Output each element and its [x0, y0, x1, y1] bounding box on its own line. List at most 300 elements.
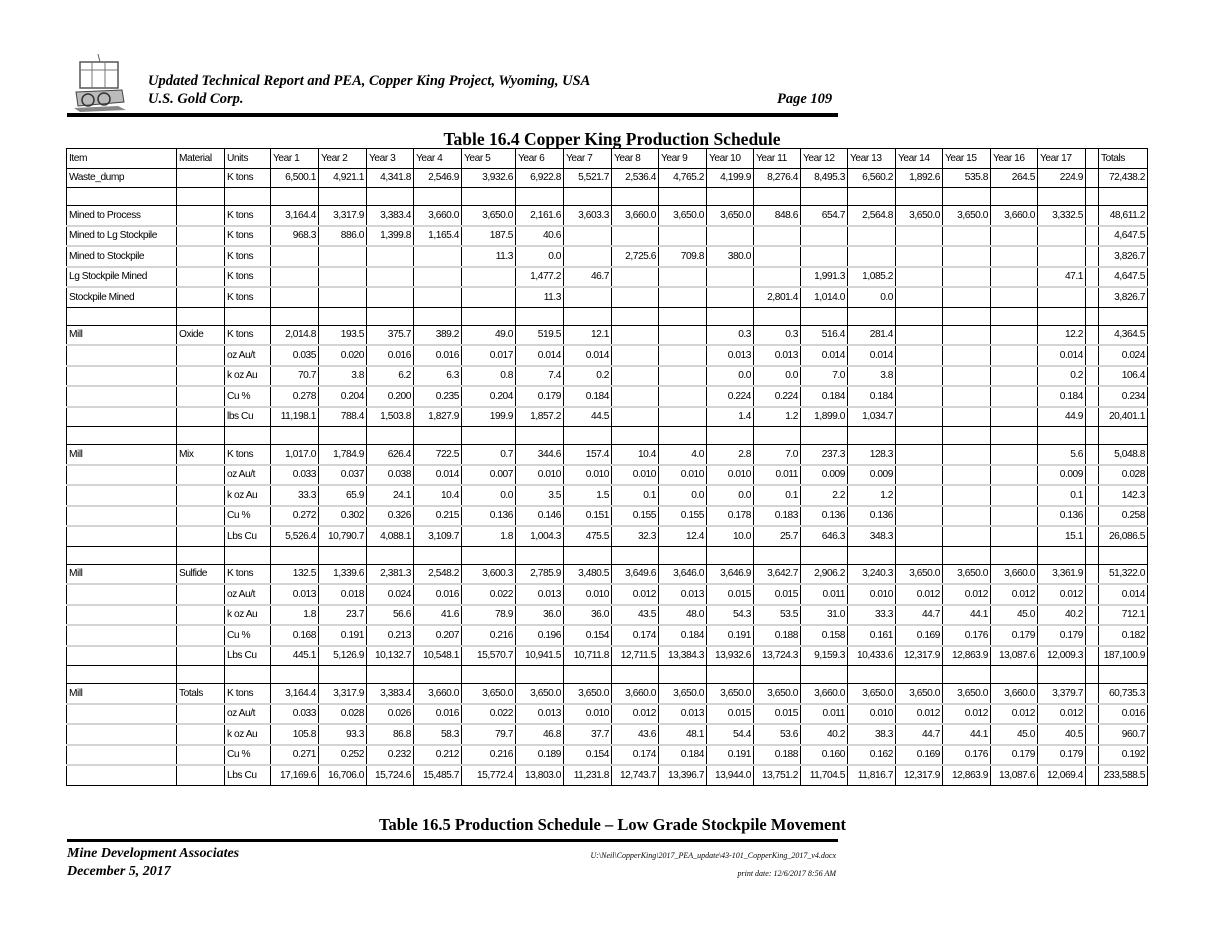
empty-cell — [991, 307, 1038, 325]
table-title: Table 16.4 Copper King Production Schedule — [443, 129, 781, 149]
value-cell: 519.5 — [516, 325, 564, 345]
empty-cell — [707, 188, 754, 206]
value-cell — [896, 226, 943, 247]
value-cell: 70.7 — [271, 366, 319, 387]
empty-cell — [414, 666, 462, 684]
table-row — [67, 724, 1148, 745]
value-cell: 1,477.2 — [516, 267, 564, 288]
value-cell: 56.6 — [367, 605, 414, 626]
gap-cell — [1086, 168, 1099, 188]
value-cell: 13,751.2 — [754, 765, 801, 785]
value-cell — [991, 325, 1038, 345]
value-cell: 78.9 — [462, 605, 516, 626]
column-header: Year 10 — [707, 149, 754, 169]
column-header: Year 11 — [754, 149, 801, 169]
empty-cell — [462, 427, 516, 445]
empty-cell — [414, 427, 462, 445]
value-cell: 0.179 — [1038, 745, 1086, 766]
value-cell — [991, 465, 1038, 486]
footer-file-path: U:\Neil\CopperKing\2017_PEA_update\43-101_CopperKing_2017_v4.docx — [590, 851, 836, 860]
value-cell: 33.3 — [271, 485, 319, 506]
value-cell: 0.0 — [707, 485, 754, 506]
value-cell: 0.136 — [801, 506, 848, 527]
value-cell: 0.169 — [896, 625, 943, 646]
empty-cell — [848, 427, 896, 445]
gap-cell — [1086, 267, 1099, 288]
value-cell — [896, 485, 943, 506]
value-cell: 0.191 — [319, 625, 367, 646]
row-units-cell: k oz Au — [225, 366, 271, 387]
value-cell — [991, 366, 1038, 387]
row-material-cell — [177, 605, 225, 626]
value-cell — [612, 325, 659, 345]
value-cell: 6.3 — [414, 366, 462, 387]
value-cell: 3,650.0 — [943, 564, 991, 584]
value-cell — [896, 287, 943, 307]
spacer-row — [67, 546, 1148, 564]
row-units-cell: oz Au/t — [225, 345, 271, 366]
empty-cell — [177, 666, 225, 684]
total-cell: 0.192 — [1099, 745, 1148, 766]
column-header: Year 12 — [801, 149, 848, 169]
row-material-cell: Mix — [177, 445, 225, 465]
empty-cell — [801, 427, 848, 445]
value-cell: 2,785.9 — [516, 564, 564, 584]
value-cell — [943, 345, 991, 366]
value-cell: 0.0 — [754, 366, 801, 387]
table-header-row — [67, 149, 1148, 169]
value-cell: 1,034.7 — [848, 407, 896, 427]
value-cell — [659, 267, 707, 288]
value-cell: 105.8 — [271, 724, 319, 745]
spacer-row — [67, 427, 1148, 445]
value-cell — [414, 246, 462, 267]
value-cell: 0.184 — [1038, 386, 1086, 407]
value-cell: 3,650.0 — [943, 684, 991, 704]
gap-cell — [1086, 226, 1099, 247]
value-cell — [896, 386, 943, 407]
value-cell: 0.3 — [707, 325, 754, 345]
row-units-cell: Cu % — [225, 506, 271, 527]
value-cell: 12,863.9 — [943, 646, 991, 666]
value-cell — [564, 287, 612, 307]
empty-cell — [896, 666, 943, 684]
value-cell: 0.022 — [462, 584, 516, 605]
row-units-cell: K tons — [225, 564, 271, 584]
row-item-cell: Stockpile Mined — [67, 287, 177, 307]
row-material-cell — [177, 366, 225, 387]
row-units-cell: Cu % — [225, 386, 271, 407]
table-row — [67, 445, 1148, 465]
empty-cell — [659, 546, 707, 564]
value-cell: 53.5 — [754, 605, 801, 626]
table-row — [67, 267, 1148, 288]
value-cell: 40.6 — [516, 226, 564, 247]
value-cell: 1.2 — [848, 485, 896, 506]
value-cell: 2,546.9 — [414, 168, 462, 188]
value-cell: 44.7 — [896, 605, 943, 626]
row-item-cell — [67, 366, 177, 387]
row-material-cell — [177, 407, 225, 427]
value-cell — [707, 226, 754, 247]
gap-cell — [1086, 386, 1099, 407]
header-divider — [67, 113, 838, 117]
value-cell: 2,014.8 — [271, 325, 319, 345]
next-table-title: Table 16.5 Production Schedule – Low Grade Stockpile Movement — [378, 815, 847, 834]
table-row — [67, 366, 1148, 387]
value-cell: 3,646.9 — [707, 564, 754, 584]
value-cell: 3,650.0 — [707, 206, 754, 226]
empty-cell — [367, 546, 414, 564]
value-cell: 0.184 — [564, 386, 612, 407]
value-cell: 3,603.3 — [564, 206, 612, 226]
value-cell: 0.151 — [564, 506, 612, 527]
empty-cell — [1086, 188, 1099, 206]
value-cell — [896, 325, 943, 345]
value-cell: 0.252 — [319, 745, 367, 766]
table-row — [67, 625, 1148, 646]
value-cell: 5,526.4 — [271, 526, 319, 546]
value-cell: 10.4 — [612, 445, 659, 465]
value-cell: 48.0 — [659, 605, 707, 626]
value-cell: 10,433.6 — [848, 646, 896, 666]
empty-cell — [801, 546, 848, 564]
value-cell: 3.8 — [319, 366, 367, 387]
empty-cell — [896, 546, 943, 564]
value-cell: 2,548.2 — [414, 564, 462, 584]
value-cell: 13,087.6 — [991, 646, 1038, 666]
value-cell: 4,341.8 — [367, 168, 414, 188]
value-cell: 132.5 — [271, 564, 319, 584]
value-cell: 0.176 — [943, 745, 991, 766]
value-cell: 193.5 — [319, 325, 367, 345]
value-cell: 0.232 — [367, 745, 414, 766]
value-cell: 886.0 — [319, 226, 367, 247]
value-cell — [564, 226, 612, 247]
value-cell: 3,650.0 — [896, 684, 943, 704]
gap-cell — [1086, 646, 1099, 666]
value-cell: 1,004.3 — [516, 526, 564, 546]
value-cell: 0.174 — [612, 625, 659, 646]
value-cell — [991, 445, 1038, 465]
value-cell: 4,088.1 — [367, 526, 414, 546]
value-cell: 2,381.3 — [367, 564, 414, 584]
gap-cell — [1086, 526, 1099, 546]
value-cell: 348.3 — [848, 526, 896, 546]
value-cell: 0.184 — [801, 386, 848, 407]
row-item-cell — [67, 765, 177, 785]
row-item-cell: Lg Stockpile Mined — [67, 267, 177, 288]
row-material-cell — [177, 704, 225, 725]
empty-cell — [896, 427, 943, 445]
empty-cell — [612, 666, 659, 684]
value-cell: 3,642.7 — [754, 564, 801, 584]
value-cell: 0.010 — [659, 465, 707, 486]
value-cell: 43.6 — [612, 724, 659, 745]
value-cell: 3,650.0 — [896, 206, 943, 226]
value-cell: 0.010 — [564, 465, 612, 486]
empty-cell — [1038, 546, 1086, 564]
value-cell: 5,521.7 — [564, 168, 612, 188]
value-cell: 1,014.0 — [801, 287, 848, 307]
value-cell: 12,069.4 — [1038, 765, 1086, 785]
value-cell: 0.162 — [848, 745, 896, 766]
value-cell: 7.0 — [801, 366, 848, 387]
gap-cell — [1086, 407, 1099, 427]
empty-cell — [319, 546, 367, 564]
column-header: Year 1 — [271, 149, 319, 169]
value-cell: 8,495.3 — [801, 168, 848, 188]
value-cell: 0.010 — [707, 465, 754, 486]
gap-cell — [1086, 345, 1099, 366]
value-cell: 0.022 — [462, 704, 516, 725]
value-cell: 237.3 — [801, 445, 848, 465]
row-item-cell — [67, 605, 177, 626]
row-item-cell — [67, 724, 177, 745]
value-cell — [848, 246, 896, 267]
row-units-cell: Lbs Cu — [225, 526, 271, 546]
value-cell: 0.028 — [319, 704, 367, 725]
value-cell: 36.0 — [516, 605, 564, 626]
gap-cell — [1086, 745, 1099, 766]
row-item-cell — [67, 465, 177, 486]
value-cell: 380.0 — [707, 246, 754, 267]
value-cell — [896, 526, 943, 546]
value-cell: 0.0 — [516, 246, 564, 267]
value-cell: 0.161 — [848, 625, 896, 646]
value-cell: 12,863.9 — [943, 765, 991, 785]
row-material-cell — [177, 465, 225, 486]
value-cell: 0.215 — [414, 506, 462, 527]
page-number: Page 109 — [777, 91, 833, 107]
value-cell: 1,085.2 — [848, 267, 896, 288]
value-cell: 3,240.3 — [848, 564, 896, 584]
empty-cell — [612, 427, 659, 445]
value-cell: 281.4 — [848, 325, 896, 345]
value-cell: 11,198.1 — [271, 407, 319, 427]
value-cell — [991, 386, 1038, 407]
value-cell: 0.2 — [1038, 366, 1086, 387]
value-cell — [896, 407, 943, 427]
row-units-cell: oz Au/t — [225, 584, 271, 605]
value-cell: 0.011 — [801, 584, 848, 605]
value-cell: 0.010 — [848, 584, 896, 605]
value-cell: 3,660.0 — [612, 206, 659, 226]
value-cell — [943, 325, 991, 345]
value-cell: 0.012 — [991, 704, 1038, 725]
value-cell — [612, 386, 659, 407]
table-row — [67, 506, 1148, 527]
value-cell: 12,711.5 — [612, 646, 659, 666]
gap-cell — [1086, 506, 1099, 527]
value-cell — [462, 287, 516, 307]
empty-cell — [612, 546, 659, 564]
empty-cell — [659, 188, 707, 206]
value-cell: 3,660.0 — [414, 206, 462, 226]
value-cell: 0.191 — [707, 745, 754, 766]
value-cell: 24.1 — [367, 485, 414, 506]
empty-cell — [1099, 307, 1148, 325]
table-row — [67, 325, 1148, 345]
row-item-cell: Waste_dump — [67, 168, 177, 188]
value-cell — [943, 445, 991, 465]
row-item-cell: Mined to Process — [67, 206, 177, 226]
table-row — [67, 485, 1148, 506]
value-cell: 0.013 — [271, 584, 319, 605]
value-cell: 0.013 — [659, 584, 707, 605]
value-cell: 445.1 — [271, 646, 319, 666]
gap-cell — [1086, 625, 1099, 646]
value-cell: 0.013 — [516, 704, 564, 725]
value-cell: 6.2 — [367, 366, 414, 387]
table-row — [67, 765, 1148, 785]
value-cell: 0.207 — [414, 625, 462, 646]
value-cell: 3,164.4 — [271, 684, 319, 704]
value-cell — [991, 345, 1038, 366]
empty-cell — [943, 666, 991, 684]
empty-cell — [707, 546, 754, 564]
value-cell: 6,922.8 — [516, 168, 564, 188]
value-cell: 0.007 — [462, 465, 516, 486]
value-cell: 3,660.0 — [612, 684, 659, 704]
value-cell: 0.2 — [564, 366, 612, 387]
value-cell: 128.3 — [848, 445, 896, 465]
row-material-cell — [177, 206, 225, 226]
value-cell: 0.183 — [754, 506, 801, 527]
value-cell: 1,399.8 — [367, 226, 414, 247]
value-cell: 0.212 — [414, 745, 462, 766]
value-cell: 0.169 — [896, 745, 943, 766]
empty-cell — [319, 188, 367, 206]
value-cell: 0.015 — [707, 704, 754, 725]
value-cell: 6,560.2 — [848, 168, 896, 188]
value-cell: 25.7 — [754, 526, 801, 546]
value-cell: 848.6 — [754, 206, 801, 226]
empty-cell — [707, 427, 754, 445]
empty-cell — [516, 546, 564, 564]
value-cell: 0.8 — [462, 366, 516, 387]
empty-cell — [943, 546, 991, 564]
value-cell: 13,803.0 — [516, 765, 564, 785]
value-cell: 0.189 — [516, 745, 564, 766]
row-item-cell — [67, 485, 177, 506]
empty-cell — [271, 427, 319, 445]
value-cell: 1.8 — [462, 526, 516, 546]
value-cell: 0.158 — [801, 625, 848, 646]
value-cell: 1,827.9 — [414, 407, 462, 427]
table-row — [67, 564, 1148, 584]
value-cell: 2,906.2 — [801, 564, 848, 584]
value-cell: 1,991.3 — [801, 267, 848, 288]
empty-cell — [659, 427, 707, 445]
value-cell: 1,892.6 — [896, 168, 943, 188]
value-cell: 2,161.6 — [516, 206, 564, 226]
column-header: Year 9 — [659, 149, 707, 169]
value-cell — [1038, 287, 1086, 307]
row-material-cell — [177, 287, 225, 307]
row-material-cell — [177, 506, 225, 527]
value-cell — [991, 506, 1038, 527]
value-cell: 2,801.4 — [754, 287, 801, 307]
value-cell: 0.038 — [367, 465, 414, 486]
value-cell: 3,383.4 — [367, 684, 414, 704]
value-cell — [801, 226, 848, 247]
value-cell — [991, 287, 1038, 307]
empty-cell — [225, 188, 271, 206]
value-cell: 15,724.6 — [367, 765, 414, 785]
total-cell: 51,322.0 — [1099, 564, 1148, 584]
total-cell: 48,611.2 — [1099, 206, 1148, 226]
row-units-cell: Cu % — [225, 625, 271, 646]
gap-cell — [1086, 684, 1099, 704]
value-cell: 0.196 — [516, 625, 564, 646]
value-cell: 0.014 — [516, 345, 564, 366]
empty-cell — [67, 307, 177, 325]
row-material-cell — [177, 745, 225, 766]
empty-cell — [319, 666, 367, 684]
value-cell — [943, 386, 991, 407]
table-row — [67, 345, 1148, 366]
value-cell: 0.015 — [707, 584, 754, 605]
value-cell: 0.015 — [754, 704, 801, 725]
gap-cell — [1086, 287, 1099, 307]
empty-cell — [367, 188, 414, 206]
empty-cell — [1086, 546, 1099, 564]
value-cell — [896, 345, 943, 366]
value-cell: 0.018 — [319, 584, 367, 605]
value-cell: 11,231.8 — [564, 765, 612, 785]
value-cell: 9,159.3 — [801, 646, 848, 666]
empty-cell — [659, 307, 707, 325]
value-cell: 5,126.9 — [319, 646, 367, 666]
empty-cell — [991, 427, 1038, 445]
value-cell — [367, 287, 414, 307]
gap-cell — [1086, 445, 1099, 465]
value-cell: 3,164.4 — [271, 206, 319, 226]
value-cell: 3,660.0 — [991, 206, 1038, 226]
value-cell: 0.011 — [754, 465, 801, 486]
total-cell: 106.4 — [1099, 366, 1148, 387]
empty-cell — [754, 427, 801, 445]
row-material-cell — [177, 267, 225, 288]
column-header: Year 3 — [367, 149, 414, 169]
value-cell — [991, 407, 1038, 427]
value-cell: 0.235 — [414, 386, 462, 407]
value-cell: 0.016 — [414, 704, 462, 725]
total-cell: 4,647.5 — [1099, 267, 1148, 288]
value-cell: 0.204 — [462, 386, 516, 407]
total-cell: 0.016 — [1099, 704, 1148, 725]
value-cell: 0.326 — [367, 506, 414, 527]
value-cell: 0.016 — [367, 345, 414, 366]
value-cell — [991, 267, 1038, 288]
value-cell: 37.7 — [564, 724, 612, 745]
row-material-cell — [177, 646, 225, 666]
value-cell: 3,646.0 — [659, 564, 707, 584]
value-cell: 0.179 — [991, 745, 1038, 766]
value-cell: 0.012 — [943, 704, 991, 725]
row-material-cell — [177, 485, 225, 506]
empty-cell — [564, 546, 612, 564]
value-cell: 44.1 — [943, 724, 991, 745]
row-item-cell: Mill — [67, 684, 177, 704]
value-cell: 10,711.8 — [564, 646, 612, 666]
value-cell: 0.184 — [659, 745, 707, 766]
value-cell: 516.4 — [801, 325, 848, 345]
empty-cell — [896, 188, 943, 206]
value-cell: 0.012 — [896, 704, 943, 725]
table-row — [67, 704, 1148, 725]
